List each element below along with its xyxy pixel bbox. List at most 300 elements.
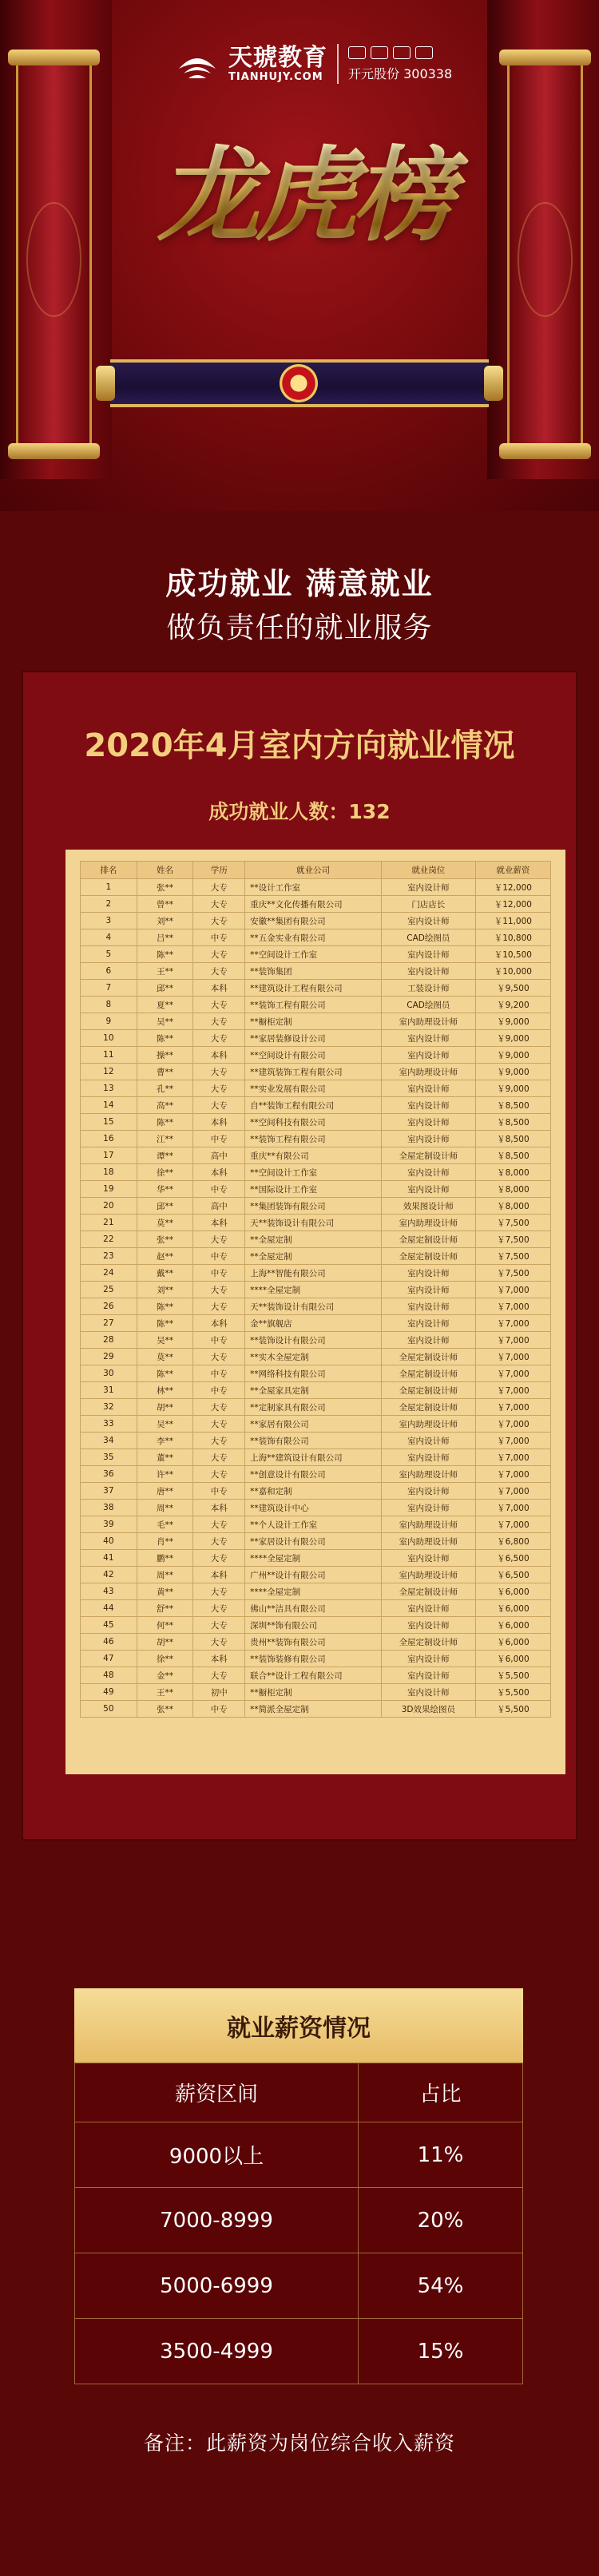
cell-salary: ￥11,000 xyxy=(475,913,550,929)
salary-row xyxy=(75,2188,523,2253)
cell-position: 全屋定制设计师 xyxy=(381,1399,475,1416)
employment-row xyxy=(81,1667,551,1684)
cell-salary: ￥8,500 xyxy=(475,1131,550,1147)
cell-company: 贵州**装饰有限公司 xyxy=(245,1634,382,1651)
hero-title: 龙虎榜 xyxy=(128,140,479,252)
employment-row xyxy=(81,1533,551,1550)
cell-education: 高中 xyxy=(193,1198,245,1215)
cell-education: 大专 xyxy=(193,1667,245,1684)
employment-row xyxy=(81,1433,551,1449)
salary-ratio: 11% xyxy=(359,2122,523,2188)
employment-row xyxy=(81,1550,551,1567)
cell-company: 佛山**洁具有限公司 xyxy=(245,1600,382,1617)
cell-company: **建筑设计工程有限公司 xyxy=(245,980,382,997)
logo-domain: TIANHUJY.COM xyxy=(228,71,323,83)
cell-rank: 40 xyxy=(81,1533,137,1550)
cell-name: 李** xyxy=(137,1433,193,1449)
cell-salary: ￥8,500 xyxy=(475,1147,550,1164)
brand-logo[interactable] xyxy=(176,36,452,92)
slogan-line-1: 成功就业 满意就业 xyxy=(165,566,434,601)
scroll-rod-right xyxy=(484,366,503,401)
cell-position: 全屋定制设计师 xyxy=(381,1365,475,1382)
cell-name: 吕** xyxy=(137,929,193,946)
cell-name: 陈** xyxy=(137,1365,193,1382)
cell-company: **家居设计有限公司 xyxy=(245,1533,382,1550)
cell-salary: ￥6,000 xyxy=(475,1617,550,1634)
employment-row xyxy=(81,1030,551,1047)
employment-row xyxy=(81,879,551,896)
cell-education: 大专 xyxy=(193,1634,245,1651)
partner-icon xyxy=(371,46,388,59)
cell-name: 王** xyxy=(137,1684,193,1701)
cell-position: CAD绘图员 xyxy=(381,929,475,946)
cell-company: 天**装饰设计有限公司 xyxy=(245,1215,382,1231)
cell-company: **全屋定制 xyxy=(245,1231,382,1248)
cell-education: 大专 xyxy=(193,997,245,1013)
col-header-salary: 就业薪资 xyxy=(475,862,550,879)
cell-rank: 6 xyxy=(81,963,137,980)
cell-education: 本科 xyxy=(193,1164,245,1181)
cell-name: 邱** xyxy=(137,980,193,997)
cell-name: 刘** xyxy=(137,913,193,929)
cell-rank: 34 xyxy=(81,1433,137,1449)
cell-education: 大专 xyxy=(193,1466,245,1483)
cell-position: 室内设计师 xyxy=(381,1181,475,1198)
employment-row xyxy=(81,980,551,997)
cell-salary: ￥7,000 xyxy=(475,1282,550,1298)
cell-education: 大专 xyxy=(193,1080,245,1097)
cell-salary: ￥12,000 xyxy=(475,879,550,896)
cell-education: 大专 xyxy=(193,1013,245,1030)
cell-education: 大专 xyxy=(193,1433,245,1449)
cell-education: 本科 xyxy=(193,1315,245,1332)
cell-company: 重庆**文化传播有限公司 xyxy=(245,896,382,913)
cell-rank: 10 xyxy=(81,1030,137,1047)
cell-rank: 22 xyxy=(81,1231,137,1248)
cell-education: 大专 xyxy=(193,1298,245,1315)
cell-company: **国际设计工作室 xyxy=(245,1181,382,1198)
cell-education: 大专 xyxy=(193,1030,245,1047)
cell-position: 室内助理设计师 xyxy=(381,1013,475,1030)
cell-position: 室内设计师 xyxy=(381,1114,475,1131)
employment-row xyxy=(81,1349,551,1365)
cell-salary: ￥7,000 xyxy=(475,1365,550,1382)
logo-name: 天琥教育 xyxy=(228,44,327,72)
cell-salary: ￥8,000 xyxy=(475,1198,550,1215)
employment-row xyxy=(81,1600,551,1617)
cell-rank: 33 xyxy=(81,1416,137,1433)
col-header-rank: 排名 xyxy=(81,862,137,879)
cell-position: 室内设计师 xyxy=(381,1265,475,1282)
employment-row xyxy=(81,1701,551,1718)
banner-cap-left-bottom xyxy=(8,443,100,459)
employment-row xyxy=(81,1164,551,1181)
employment-row xyxy=(81,913,551,929)
employment-row xyxy=(81,1131,551,1147)
cell-name: 黄** xyxy=(137,1583,193,1600)
employment-row xyxy=(81,963,551,980)
hero-banner xyxy=(0,0,599,511)
cell-company: **装饰设计有限公司 xyxy=(245,1332,382,1349)
cell-rank: 4 xyxy=(81,929,137,946)
cell-rank: 9 xyxy=(81,1013,137,1030)
cell-position: 室内助理设计师 xyxy=(381,1533,475,1550)
cell-position: 室内设计师 xyxy=(381,1047,475,1064)
employment-row xyxy=(81,1516,551,1533)
cell-company: **创意设计有限公司 xyxy=(245,1466,382,1483)
cell-name: 林** xyxy=(137,1382,193,1399)
cell-salary: ￥7,500 xyxy=(475,1215,550,1231)
cell-position: 室内设计师 xyxy=(381,946,475,963)
cell-name: 孔** xyxy=(137,1080,193,1097)
cell-company: **装饰集团 xyxy=(245,963,382,980)
cell-salary: ￥9,000 xyxy=(475,1030,550,1047)
cell-position: 全屋定制设计师 xyxy=(381,1231,475,1248)
employment-row xyxy=(81,1617,551,1634)
cell-education: 中专 xyxy=(193,1701,245,1718)
cell-name: 邱** xyxy=(137,1198,193,1215)
cell-education: 大专 xyxy=(193,913,245,929)
cell-company: 上海**建筑设计有限公司 xyxy=(245,1449,382,1466)
cell-company: ****全屋定制 xyxy=(245,1282,382,1298)
cell-position: 全屋定制设计师 xyxy=(381,1634,475,1651)
cell-education: 本科 xyxy=(193,1047,245,1064)
cell-education: 大专 xyxy=(193,1533,245,1550)
cell-rank: 37 xyxy=(81,1483,137,1500)
cell-position: 全屋定制设计师 xyxy=(381,1382,475,1399)
cell-rank: 15 xyxy=(81,1114,137,1131)
salary-ratio: 54% xyxy=(359,2253,523,2319)
salary-row xyxy=(75,2122,523,2188)
salary-col-range: 薪资区间 xyxy=(75,2063,359,2122)
cell-name: 曹** xyxy=(137,1064,193,1080)
cell-name: 高** xyxy=(137,1097,193,1114)
cell-company: 天**装饰设计有限公司 xyxy=(245,1298,382,1315)
cell-company: **装饰装修有限公司 xyxy=(245,1651,382,1667)
cell-position: 室内设计师 xyxy=(381,1667,475,1684)
cell-education: 中专 xyxy=(193,1248,245,1265)
cell-education: 中专 xyxy=(193,1365,245,1382)
salary-note: 备注：此薪资为岗位综合收入薪资 xyxy=(143,2431,455,2455)
employment-row xyxy=(81,1483,551,1500)
cell-position: 全屋定制设计师 xyxy=(381,1349,475,1365)
employment-table-header xyxy=(81,862,551,879)
cell-company: 深圳**饰有限公司 xyxy=(245,1617,382,1634)
cell-salary: ￥9,500 xyxy=(475,980,550,997)
cell-rank: 3 xyxy=(81,913,137,929)
cell-rank: 30 xyxy=(81,1365,137,1382)
cell-name: 华** xyxy=(137,1181,193,1198)
cell-position: 效果图设计师 xyxy=(381,1198,475,1215)
employment-row xyxy=(81,1231,551,1248)
cell-company: **实木全屋定制 xyxy=(245,1349,382,1365)
salary-title: 就业薪资情况 xyxy=(74,1988,523,2063)
cell-salary: ￥7,000 xyxy=(475,1416,550,1433)
employment-row xyxy=(81,1416,551,1433)
cell-position: 室内助理设计师 xyxy=(381,1064,475,1080)
cell-salary: ￥7,000 xyxy=(475,1399,550,1416)
cell-position: 室内设计师 xyxy=(381,1332,475,1349)
cell-salary: ￥10,800 xyxy=(475,929,550,946)
cell-rank: 21 xyxy=(81,1215,137,1231)
cell-position: 室内设计师 xyxy=(381,1651,475,1667)
cell-name: 毛** xyxy=(137,1516,193,1533)
cell-company: 自**装饰工程有限公司 xyxy=(245,1097,382,1114)
cell-position: 室内助理设计师 xyxy=(381,1516,475,1533)
cell-company: 广州**设计有限公司 xyxy=(245,1567,382,1583)
cell-salary: ￥5,500 xyxy=(475,1667,550,1684)
cell-salary: ￥8,500 xyxy=(475,1114,550,1131)
cell-salary: ￥7,000 xyxy=(475,1315,550,1332)
cell-name: 赵** xyxy=(137,1248,193,1265)
cell-name: 陈** xyxy=(137,1298,193,1315)
cell-company: 重庆**有限公司 xyxy=(245,1147,382,1164)
cell-position: 室内助理设计师 xyxy=(381,1215,475,1231)
cell-name: 肖** xyxy=(137,1533,193,1550)
cell-salary: ￥7,000 xyxy=(475,1466,550,1483)
cell-position: 室内设计师 xyxy=(381,1164,475,1181)
cell-position: 全屋定制设计师 xyxy=(381,1583,475,1600)
cell-position: 室内助理设计师 xyxy=(381,1466,475,1483)
cell-education: 大专 xyxy=(193,1449,245,1466)
cell-company: **空间设计工作室 xyxy=(245,1164,382,1181)
scroll-ornament xyxy=(96,359,503,407)
cell-rank: 8 xyxy=(81,997,137,1013)
cell-rank: 11 xyxy=(81,1047,137,1064)
cell-rank: 39 xyxy=(81,1516,137,1533)
partner-icon xyxy=(393,46,411,59)
employment-count: 成功就业人数：132 xyxy=(208,800,391,823)
employment-row xyxy=(81,1382,551,1399)
cell-salary: ￥9,000 xyxy=(475,1080,550,1097)
cell-name: 操** xyxy=(137,1047,193,1064)
salary-distribution-card xyxy=(74,1988,523,2408)
cell-salary: ￥7,500 xyxy=(475,1248,550,1265)
cell-salary: ￥9,000 xyxy=(475,1047,550,1064)
cell-education: 大专 xyxy=(193,1097,245,1114)
stock-code: 开元股份 300338 xyxy=(348,65,453,81)
cell-education: 大专 xyxy=(193,1349,245,1365)
employment-row xyxy=(81,1399,551,1416)
cell-position: 室内设计师 xyxy=(381,1483,475,1500)
cell-education: 大专 xyxy=(193,1600,245,1617)
employment-row xyxy=(81,946,551,963)
salary-row xyxy=(75,2319,523,2384)
cell-rank: 45 xyxy=(81,1617,137,1634)
cell-name: 莫** xyxy=(137,1349,193,1365)
cell-position: 全屋定制设计师 xyxy=(381,1248,475,1265)
cell-company: **装饰有限公司 xyxy=(245,1433,382,1449)
cell-name: 董** xyxy=(137,1449,193,1466)
cell-education: 本科 xyxy=(193,1500,245,1516)
cell-company: **五金实业有限公司 xyxy=(245,929,382,946)
cell-education: 中专 xyxy=(193,1131,245,1147)
cell-rank: 38 xyxy=(81,1500,137,1516)
cell-name: 张** xyxy=(137,1231,193,1248)
cell-position: CAD绘图员 xyxy=(381,997,475,1013)
cell-rank: 36 xyxy=(81,1466,137,1483)
cell-education: 中专 xyxy=(193,1483,245,1500)
cell-salary: ￥8,000 xyxy=(475,1164,550,1181)
cell-salary: ￥6,500 xyxy=(475,1567,550,1583)
cell-rank: 43 xyxy=(81,1583,137,1600)
cell-rank: 48 xyxy=(81,1667,137,1684)
cell-salary: ￥7,000 xyxy=(475,1449,550,1466)
cell-position: 3D效果绘图员 xyxy=(381,1701,475,1718)
employment-row xyxy=(81,1298,551,1315)
cell-name: 吴** xyxy=(137,1416,193,1433)
cell-company: **橱柜定制 xyxy=(245,1684,382,1701)
cell-salary: ￥6,500 xyxy=(475,1550,550,1567)
cell-education: 大专 xyxy=(193,963,245,980)
cell-company: **空间设计有限公司 xyxy=(245,1047,382,1064)
cell-name: 徐** xyxy=(137,1164,193,1181)
cell-rank: 5 xyxy=(81,946,137,963)
cell-rank: 49 xyxy=(81,1684,137,1701)
cell-salary: ￥12,000 xyxy=(475,896,550,913)
cell-company: **定制家具有限公司 xyxy=(245,1399,382,1416)
employment-table-panel xyxy=(65,850,565,1774)
cell-rank: 42 xyxy=(81,1567,137,1583)
cell-education: 高中 xyxy=(193,1147,245,1164)
cell-company: **简派全屋定制 xyxy=(245,1701,382,1718)
cell-rank: 29 xyxy=(81,1349,137,1365)
cell-company: **实业发展有限公司 xyxy=(245,1080,382,1097)
cell-company: 上海**智能有限公司 xyxy=(245,1265,382,1282)
cell-name: 许** xyxy=(137,1466,193,1483)
cell-name: 胡** xyxy=(137,1399,193,1416)
cell-education: 中专 xyxy=(193,1382,245,1399)
cell-education: 中专 xyxy=(193,1181,245,1198)
col-header-position: 就业岗位 xyxy=(381,862,475,879)
employment-row xyxy=(81,1215,551,1231)
cell-position: 室内设计师 xyxy=(381,1097,475,1114)
cell-company: **设计工作室 xyxy=(245,879,382,896)
employment-row xyxy=(81,1064,551,1080)
cell-rank: 26 xyxy=(81,1298,137,1315)
cell-position: 室内助理设计师 xyxy=(381,1567,475,1583)
cell-name: 王** xyxy=(137,963,193,980)
employment-row xyxy=(81,896,551,913)
cell-position: 室内助理设计师 xyxy=(381,1416,475,1433)
salary-table xyxy=(74,2063,523,2384)
cell-rank: 16 xyxy=(81,1131,137,1147)
cell-education: 中专 xyxy=(193,1332,245,1349)
cell-position: 室内设计师 xyxy=(381,1131,475,1147)
salary-range: 9000以上 xyxy=(75,2122,359,2188)
cell-position: 室内设计师 xyxy=(381,1600,475,1617)
cell-education: 初中 xyxy=(193,1684,245,1701)
scroll-rod-left xyxy=(96,366,115,401)
salary-table-header xyxy=(75,2063,523,2122)
cell-rank: 2 xyxy=(81,896,137,913)
partner-icon xyxy=(415,46,433,59)
cell-rank: 18 xyxy=(81,1164,137,1181)
cell-education: 大专 xyxy=(193,1550,245,1567)
employment-row xyxy=(81,1265,551,1282)
employment-row xyxy=(81,1097,551,1114)
employment-row xyxy=(81,1567,551,1583)
employment-row xyxy=(81,1047,551,1064)
cell-rank: 47 xyxy=(81,1651,137,1667)
cell-name: 徐** xyxy=(137,1651,193,1667)
cell-name: 戴** xyxy=(137,1265,193,1282)
employment-row xyxy=(81,1449,551,1466)
employment-row xyxy=(81,1282,551,1298)
employment-row xyxy=(81,1365,551,1382)
employment-report-card xyxy=(22,671,577,1841)
cell-salary: ￥5,500 xyxy=(475,1684,550,1701)
cell-company: 联合**设计工程有限公司 xyxy=(245,1667,382,1684)
banner-left xyxy=(16,56,92,447)
cell-company: **家居装修设计公司 xyxy=(245,1030,382,1047)
employment-table xyxy=(80,861,551,1718)
cell-salary: ￥9,000 xyxy=(475,1064,550,1080)
employment-row xyxy=(81,1500,551,1516)
cell-company: **建筑装饰工程有限公司 xyxy=(245,1064,382,1080)
cell-salary: ￥7,000 xyxy=(475,1433,550,1449)
employment-row xyxy=(81,1198,551,1215)
cell-salary: ￥8,500 xyxy=(475,1097,550,1114)
cell-rank: 7 xyxy=(81,980,137,997)
cell-position: 室内设计师 xyxy=(381,1550,475,1567)
cell-name: 陈** xyxy=(137,1030,193,1047)
dragon-medal-icon xyxy=(280,364,318,402)
cell-salary: ￥6,000 xyxy=(475,1600,550,1617)
cell-education: 大专 xyxy=(193,1617,245,1634)
cell-education: 本科 xyxy=(193,980,245,997)
cell-position: 室内设计师 xyxy=(381,1080,475,1097)
cell-name: 陈** xyxy=(137,1315,193,1332)
cell-salary: ￥7,500 xyxy=(475,1265,550,1282)
cell-name: 周** xyxy=(137,1567,193,1583)
cell-position: 室内设计师 xyxy=(381,1617,475,1634)
banner-cap-right-bottom xyxy=(499,443,591,459)
col-header-company: 就业公司 xyxy=(245,862,382,879)
employment-row xyxy=(81,1466,551,1483)
employment-row xyxy=(81,1684,551,1701)
cell-name: 谭** xyxy=(137,1147,193,1164)
cell-education: 大专 xyxy=(193,1282,245,1298)
cell-education: 大专 xyxy=(193,1399,245,1416)
employment-row xyxy=(81,1248,551,1265)
banner-cap-right-top xyxy=(499,50,591,65)
cell-name: 陈** xyxy=(137,1114,193,1131)
cell-salary: ￥8,000 xyxy=(475,1181,550,1198)
logo-divider xyxy=(337,44,339,84)
cell-company: **网络科技有限公司 xyxy=(245,1365,382,1382)
partner-icon xyxy=(348,46,366,59)
employment-row xyxy=(81,1634,551,1651)
cell-education: 本科 xyxy=(193,1114,245,1131)
cell-company: 安徽**集团有限公司 xyxy=(245,913,382,929)
cell-name: 周** xyxy=(137,1500,193,1516)
cell-company: **建筑设计中心 xyxy=(245,1500,382,1516)
cell-name: 江** xyxy=(137,1131,193,1147)
cell-rank: 13 xyxy=(81,1080,137,1097)
employment-row xyxy=(81,1583,551,1600)
cell-education: 大专 xyxy=(193,1583,245,1600)
cell-position: 室内设计师 xyxy=(381,1298,475,1315)
cell-rank: 1 xyxy=(81,879,137,896)
cell-name: 唐** xyxy=(137,1483,193,1500)
cell-salary: ￥10,500 xyxy=(475,946,550,963)
employment-row xyxy=(81,1147,551,1164)
cell-name: 吴** xyxy=(137,1332,193,1349)
cell-position: 工装设计师 xyxy=(381,980,475,997)
cell-rank: 50 xyxy=(81,1701,137,1718)
cell-education: 大专 xyxy=(193,1416,245,1433)
